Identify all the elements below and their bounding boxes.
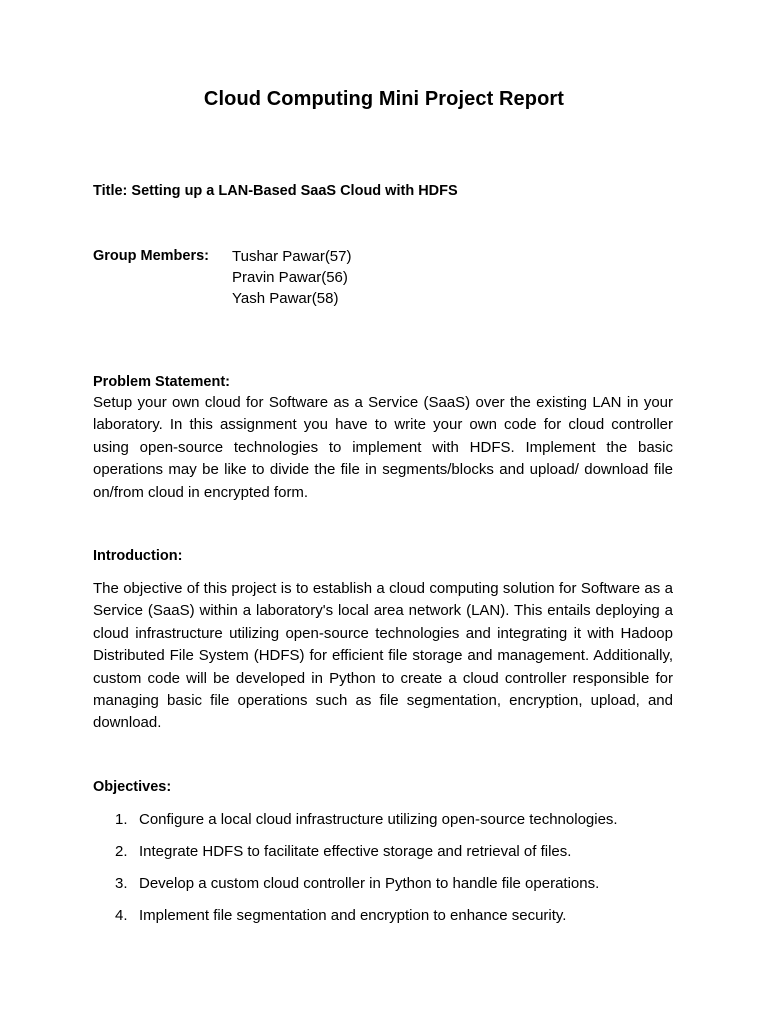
list-item [93, 843, 683, 875]
problem-statement-body: Setup your own cloud for Software as a Service (SaaS) over the existing LAN in your laboratory. In this assignment you have to write your own code for cloud controller using open-source technologies to implement with HDFS. Implement the basic operations may be like to divide the file in segments/blocks and upload/ download file on/from cloud in encrypted form. [93, 394, 673, 501]
group-members-label: Group Members: [93, 248, 210, 264]
group-member: Yash Pawar(58) [232, 290, 339, 307]
introduction-heading: Introduction: [93, 548, 183, 564]
list-item-text: Implement file segmentation and encryption to enhance security. [139, 907, 567, 924]
group-member: Tushar Pawar(57) [232, 248, 352, 265]
list-item [93, 907, 683, 939]
list-item-number: 4. [115, 907, 128, 924]
list-item-number: 2. [115, 843, 128, 860]
introduction-body: The objective of this project is to establish a cloud computing solution for Software as a Service (SaaS) within a laboratory's local area network (LAN). This entails deploying a cloud infrastructure utilizing open-source technologies and integrating it with Hadoop Distributed File System (HDFS) for efficient file storage and management. Additionally, custom code will be developed in Python to create a cloud controller responsible for managing basic file operations such as file segmentation, encryption, upload, and download. [93, 580, 673, 732]
group-member: Pravin Pawar(56) [232, 269, 348, 286]
group-members-list [232, 246, 352, 309]
objectives-heading: Objectives: [93, 779, 172, 795]
list-item-text: Configure a local cloud infrastructure utilizing open-source technologies. [139, 811, 618, 828]
document-title: Cloud Computing Mini Project Report [203, 88, 565, 110]
list-item-number: 1. [115, 811, 128, 828]
problem-statement-heading: Problem Statement: [93, 374, 230, 390]
project-title: Title: Setting up a LAN-Based SaaS Cloud with HDFS [93, 183, 458, 199]
list-item [93, 875, 683, 907]
list-item [93, 811, 683, 843]
list-item-number: 3. [115, 875, 128, 892]
list-item-text: Integrate HDFS to facilitate effective storage and retrieval of files. [139, 843, 572, 860]
list-item-text: Develop a custom cloud controller in Python to handle file operations. [139, 875, 600, 892]
objectives-list [93, 811, 683, 939]
